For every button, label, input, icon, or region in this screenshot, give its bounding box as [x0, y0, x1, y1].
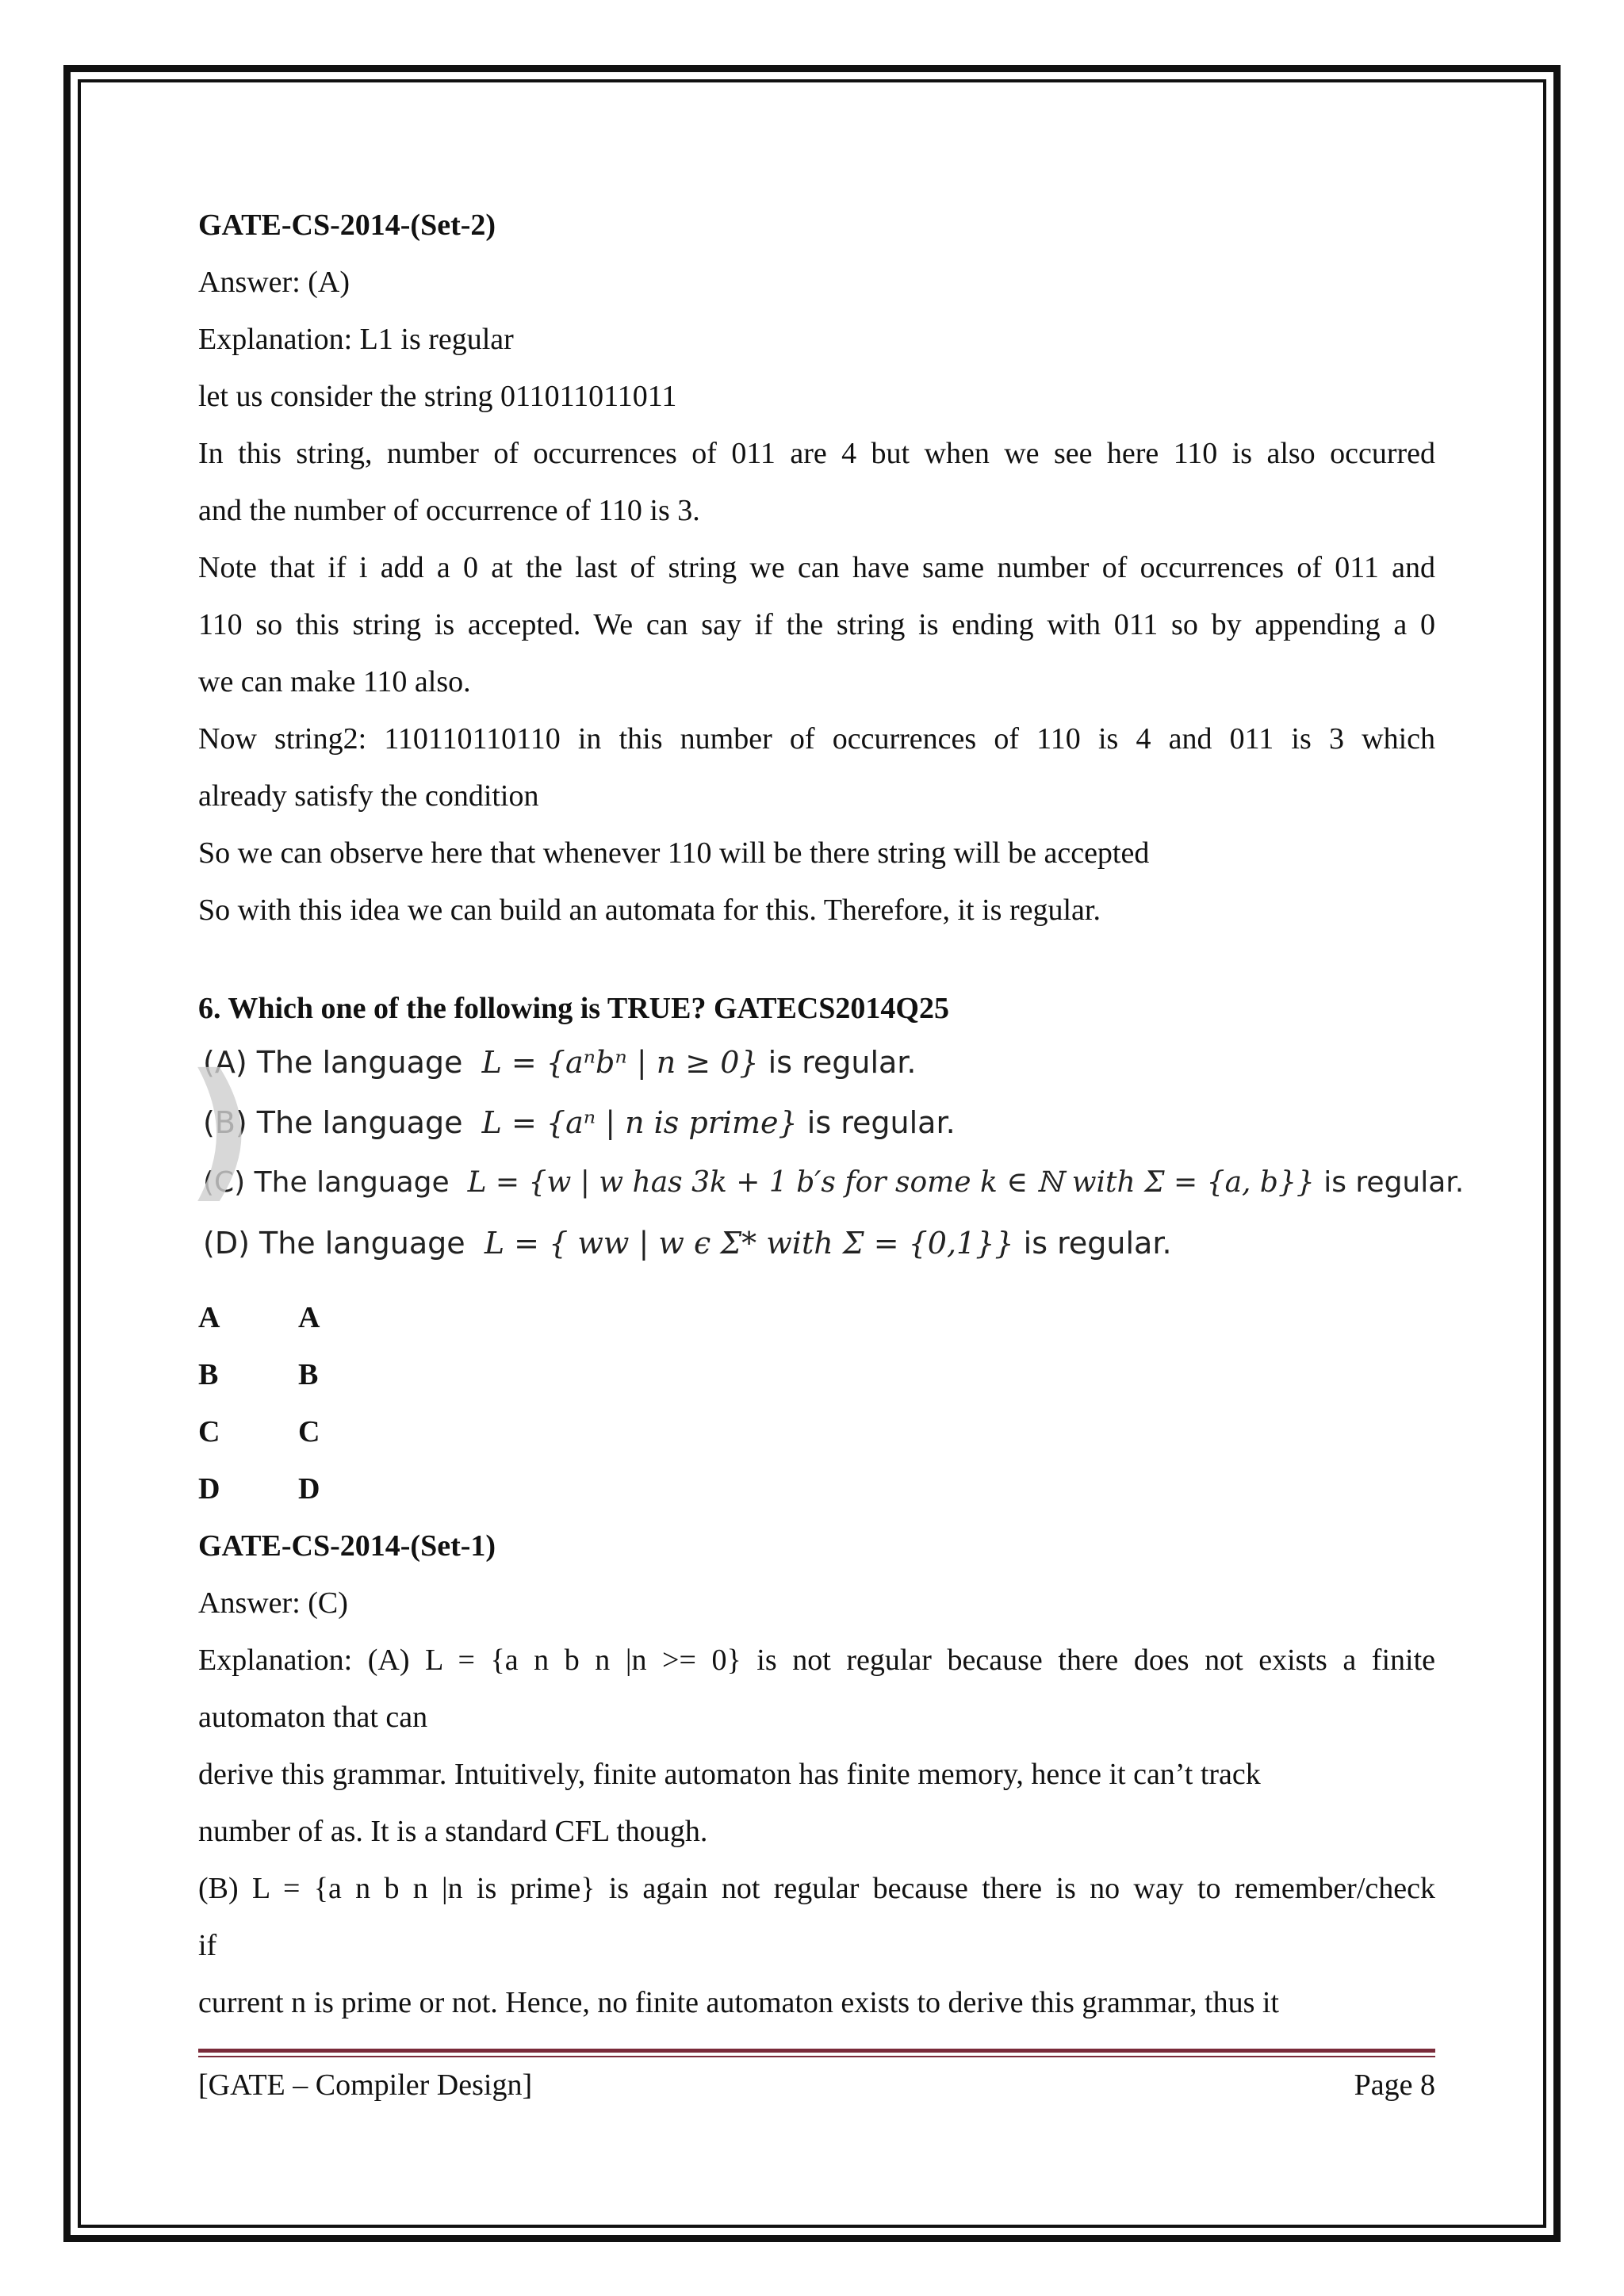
option-label: (B) The language	[203, 1105, 463, 1140]
choice-row	[198, 1346, 1435, 1403]
watermark-glyph: )	[186, 1042, 255, 1217]
choice-value: A	[298, 1301, 320, 1334]
choice-key: B	[198, 1358, 219, 1391]
text-line: already satisfy the condition	[198, 779, 539, 813]
section-heading: GATE-CS-2014-(Set-2)	[198, 209, 496, 242]
footer-rule	[198, 2049, 1435, 2053]
text-line: In this string, number of occurrences of 011 are 4 but when we see here 110 is also occurred	[198, 437, 1435, 470]
question-options	[186, 1032, 1465, 1273]
choice-key: C	[198, 1415, 220, 1448]
text-line: automaton that can	[198, 1701, 428, 1734]
text-line: Explanation: L1 is regular	[198, 323, 514, 356]
page-number: Page 8	[1354, 2068, 1435, 2102]
answer-line: Answer: (C)	[198, 1586, 348, 1620]
footer-rule-thin	[198, 2056, 1435, 2057]
choice-value: D	[298, 1472, 320, 1506]
answer-choices	[198, 1289, 1435, 1517]
option-tail: is regular.	[758, 1045, 917, 1080]
text-line: Explanation: (A) L = {a n b n |n >= 0} is not regular because there does not exists a finite	[198, 1644, 1435, 1677]
answer-line: Answer: (A)	[198, 266, 350, 299]
text-line: number of as. It is a standard CFL though.	[198, 1815, 708, 1848]
option-b	[203, 1093, 1435, 1153]
choice-row	[198, 1460, 1435, 1517]
choice-value: B	[298, 1358, 319, 1391]
text-line: Note that if i add a 0 at the last of string we can have same number of occurrences of 011 and	[198, 551, 1435, 584]
text-line: So we can observe here that whenever 110 will be there string will be accepted	[198, 836, 1150, 870]
question-title: 6. Which one of the following is TRUE? GATECS2014Q25	[198, 992, 949, 1025]
text-line: So with this idea we can build an automata for this. Therefore, it is regular.	[198, 894, 1101, 927]
spacer	[198, 939, 1435, 980]
text-line: if	[198, 1929, 217, 1962]
option-tail: is regular.	[1314, 1166, 1465, 1199]
text-line: (B) L = {a n b n |n is prime} is again not regular because there is no way to remember/check	[198, 1872, 1435, 1905]
option-label: (C) The language	[203, 1166, 450, 1199]
choice-row	[198, 1403, 1435, 1460]
text-line: current n is prime or not. Hence, no finite automaton exists to derive this grammar, thus it	[198, 1986, 1279, 2019]
option-label: (A) The language	[203, 1045, 463, 1080]
section-heading: GATE-CS-2014-(Set-1)	[198, 1529, 496, 1563]
page-content	[186, 197, 1465, 2031]
choice-value: C	[298, 1415, 320, 1448]
option-tail: is regular.	[797, 1105, 956, 1140]
text-line: 110 so this string is accepted. We can say if the string is ending with 011 so by appending a 0	[198, 608, 1435, 641]
option-math: L = {aⁿbⁿ | n ≥ 0}	[481, 1045, 759, 1080]
footer-title: [GATE – Compiler Design]	[198, 2068, 533, 2102]
option-c	[203, 1153, 1465, 1213]
text-line: and the number of occurrence of 110 is 3.	[198, 494, 700, 527]
text-line: let us consider the string 011011011011	[198, 380, 677, 413]
text-line: derive this grammar. Intuitively, finite automaton has finite memory, hence it can’t track	[198, 1758, 1261, 1791]
option-math: L = {aⁿ | n is prime}	[481, 1105, 798, 1140]
text-line: Now string2: 110110110110 in this number of occurrences of 110 is 4 and 011 is 3 which	[198, 722, 1435, 756]
choice-row	[198, 1289, 1435, 1346]
option-math: L = {w | w has 3k + 1 b′s for some k ∈ ℕ with Σ = {a, b}}	[467, 1166, 1315, 1199]
choice-key: D	[198, 1472, 220, 1506]
option-tail: is regular.	[1013, 1226, 1172, 1261]
option-a	[203, 1032, 1435, 1093]
text-line: we can make 110 also.	[198, 665, 471, 698]
choice-key: A	[198, 1301, 220, 1334]
option-math: L = { ww | w ϵ Σ* with Σ = {0,1}}	[484, 1226, 1014, 1261]
option-d	[203, 1213, 1435, 1273]
option-label: (D) The language	[203, 1226, 465, 1261]
